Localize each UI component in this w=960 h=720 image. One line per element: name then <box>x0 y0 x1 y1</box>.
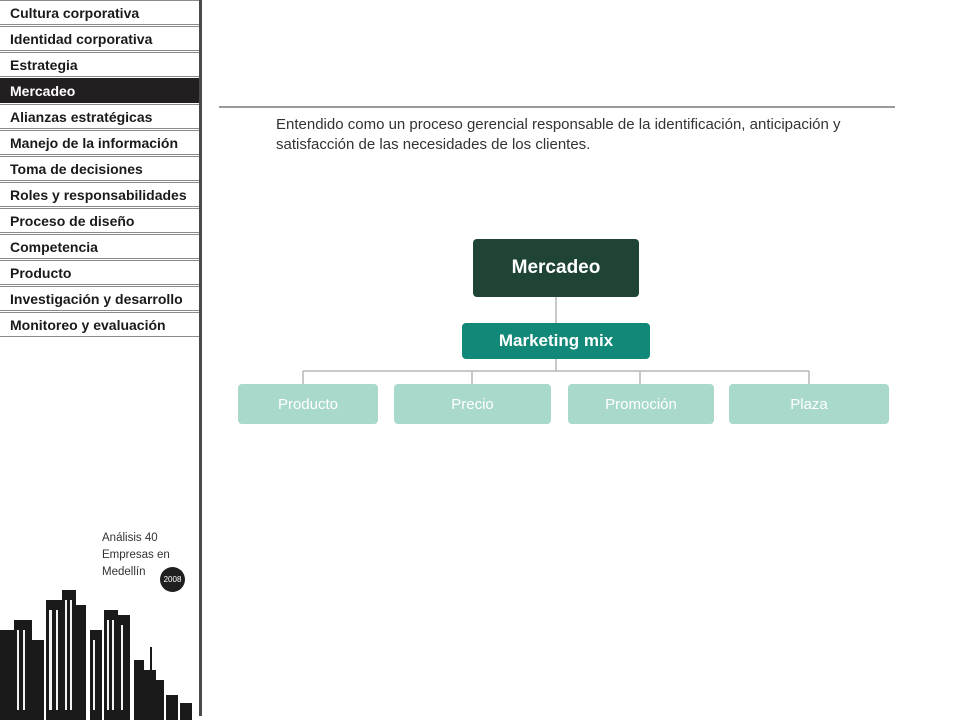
sidebar-item-competencia[interactable]: Competencia <box>0 234 200 259</box>
brand-line-2: Empresas en <box>102 549 170 561</box>
sidebar-item-investigacion-desarrollo[interactable]: Investigación y desarrollo <box>0 286 200 311</box>
year-badge: 2008 <box>160 567 185 592</box>
diagram-leaf-promocion: Promoción <box>568 384 714 424</box>
sidebar-item-alianzas-estrategicas[interactable]: Alianzas estratégicas <box>0 104 200 129</box>
sidebar-item-manejo-informacion[interactable]: Manejo de la información <box>0 130 200 155</box>
diagram-node-marketing-mix: Marketing mix <box>462 323 650 359</box>
intro-text: Entendido como un proceso gerencial responsable de la identificación, anticipación y satisfacción de las necesidades de los clientes. <box>276 116 841 153</box>
sidebar-item-identidad-corporativa[interactable]: Identidad corporativa <box>0 26 200 51</box>
sidebar-item-mercadeo[interactable]: Mercadeo <box>0 78 200 103</box>
sidebar-item-monitoreo-evaluacion[interactable]: Monitoreo y evaluación <box>0 312 200 337</box>
city-skyline-image <box>0 585 200 720</box>
sidebar-item-roles-responsabilidades[interactable]: Roles y responsabilidades <box>0 182 200 207</box>
sidebar-item-toma-decisiones[interactable]: Toma de decisiones <box>0 156 200 181</box>
sidebar-item-estrategia[interactable]: Estrategia <box>0 52 200 77</box>
diagram-leaf-precio: Precio <box>394 384 551 424</box>
header-rule <box>219 106 895 108</box>
sidebar-menu <box>0 0 200 338</box>
sidebar-item-cultura-corporativa[interactable]: Cultura corporativa <box>0 0 200 25</box>
brand-line-1: Análisis 40 <box>102 532 158 544</box>
diagram-leaf-plaza: Plaza <box>729 384 889 424</box>
sidebar-item-producto[interactable]: Producto <box>0 260 200 285</box>
sidebar-item-proceso-diseno[interactable]: Proceso de diseño <box>0 208 200 233</box>
brand-line-3: Medellín <box>102 566 146 578</box>
sidebar <box>0 0 201 720</box>
diagram-root-mercadeo: Mercadeo <box>473 239 639 297</box>
diagram-leaf-producto: Producto <box>238 384 378 424</box>
sidebar-divider <box>199 0 202 716</box>
